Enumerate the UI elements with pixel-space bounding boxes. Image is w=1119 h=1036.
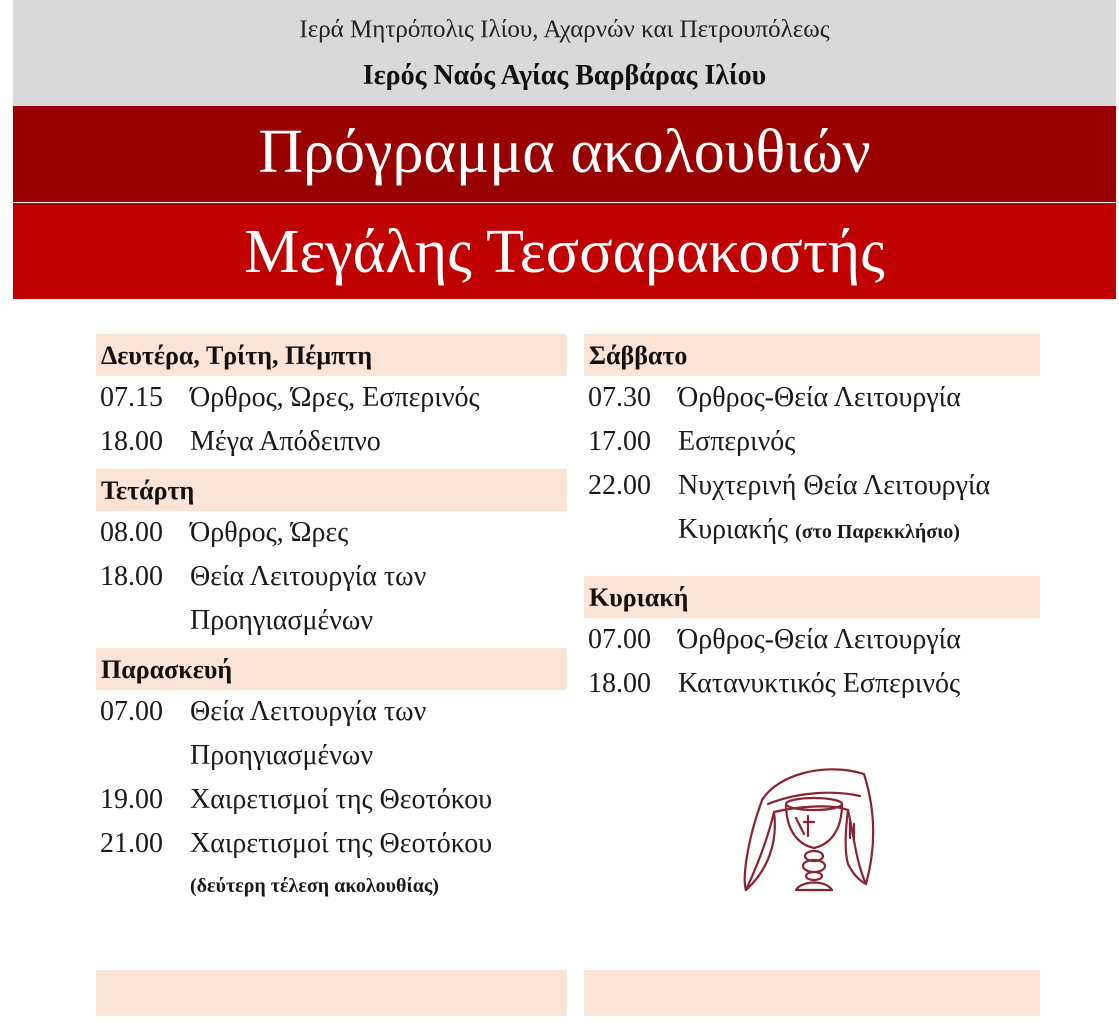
service-name — [190, 555, 567, 643]
service-name: Χαιρετισμοί της Θεοτόκου — [190, 828, 493, 859]
header-band — [13, 0, 1116, 106]
service-time: 22.00 — [588, 470, 651, 501]
service-time: 19.00 — [100, 784, 163, 815]
service-row — [96, 778, 567, 822]
service-name: Χαιρετισμοί της Θεοτόκου — [190, 784, 493, 815]
service-name: Όρθρος-Θεία Λειτουργία — [678, 624, 961, 655]
service-name: Μέγα Απόδειπνο — [190, 426, 381, 457]
service-time: 21.00 — [100, 828, 163, 859]
service-name: Όρθρος-Θεία Λειτουργία — [678, 382, 961, 413]
diocese-name: Ιερά Μητρόπολις Ιλίου, Αχαρνών και Πετρουπόλεως — [299, 16, 830, 43]
service-row — [96, 822, 567, 866]
day-header-sunday: Κυριακή — [584, 576, 1040, 618]
service-name-line: Προηγιασμένων — [190, 740, 374, 771]
service-row — [96, 690, 567, 778]
service-name — [190, 690, 567, 778]
service-row — [584, 420, 1040, 464]
service-time: 08.00 — [100, 517, 163, 548]
service-row — [584, 662, 1040, 706]
schedule-left-column — [96, 334, 567, 908]
service-row — [96, 420, 567, 464]
service-note-row — [96, 866, 567, 908]
service-time: 18.00 — [100, 561, 163, 592]
service-time: 07.15 — [100, 382, 163, 413]
service-row — [584, 376, 1040, 420]
church-name: Ιερός Ναός Αγίας Βαρβάρας Ιλίου — [362, 60, 767, 91]
service-row — [96, 511, 567, 555]
title-line-2: Μεγάλης Τεσσαρακοστής — [13, 203, 1116, 299]
service-name: Όρθρος, Ώρες, Εσπερινός — [190, 382, 480, 413]
service-time: 18.00 — [100, 426, 163, 457]
service-name-part: Κυριακής — [678, 514, 789, 545]
service-row — [584, 618, 1040, 662]
title-line-1: Πρόγραμμα ακολουθιών — [13, 106, 1116, 202]
service-name: Κατανυκτικός Εσπερινός — [678, 668, 961, 699]
service-time: 07.00 — [588, 624, 651, 655]
service-name: Εσπερινός — [678, 426, 796, 457]
chalice-icon — [738, 752, 886, 897]
day-header-saturday: Σάββατο — [584, 334, 1040, 376]
service-time: 17.00 — [588, 426, 651, 457]
service-note: (στο Παρεκκλήσιο) — [795, 521, 960, 543]
day-header-wednesday: Τετάρτη — [96, 469, 567, 511]
service-row — [584, 464, 1040, 554]
schedule-right-column — [584, 334, 1040, 706]
service-row — [96, 376, 567, 420]
service-time: 07.30 — [588, 382, 651, 413]
service-row — [96, 555, 567, 643]
service-time: 18.00 — [588, 668, 651, 699]
day-header-friday: Παρασκευή — [96, 648, 567, 690]
service-name — [678, 464, 1040, 554]
day-header-mon-tue-thu: Δευτέρα, Τρίτη, Πέμπτη — [96, 334, 567, 376]
service-name-line: Νυχτερινή Θεία Λειτουργία — [678, 470, 991, 501]
service-name-line: Προηγιασμένων — [190, 605, 374, 636]
footer-bar-right — [584, 970, 1040, 1016]
service-name-line: Θεία Λειτουργία των — [190, 696, 427, 727]
service-time: 07.00 — [100, 696, 163, 727]
service-name-line — [678, 508, 1040, 554]
service-name: Όρθρος, Ώρες — [190, 517, 349, 548]
service-name-line: Θεία Λειτουργία των — [190, 561, 427, 592]
service-note: (δεύτερη τέλεση ακολουθίας) — [190, 875, 439, 897]
footer-bar-left — [96, 970, 567, 1016]
